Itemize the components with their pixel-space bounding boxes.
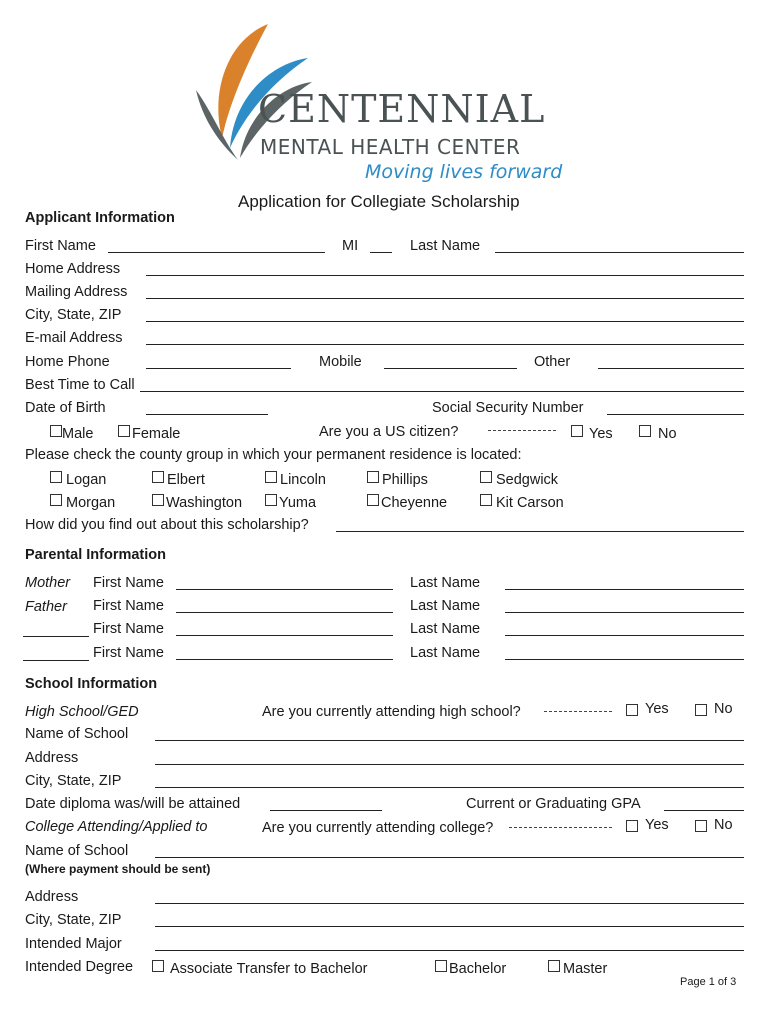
county-kit-carson-label: Kit Carson	[496, 495, 564, 511]
us-citizen-no-checkbox[interactable]	[639, 425, 651, 437]
intended-major-label: Intended Major	[25, 936, 122, 952]
degree-bachelor-checkbox[interactable]	[435, 960, 447, 972]
degree-master-checkbox[interactable]	[548, 960, 560, 972]
county-morgan-label: Morgan	[66, 495, 116, 511]
diploma-field[interactable]	[270, 810, 382, 811]
county-logan-checkbox[interactable]	[50, 471, 62, 483]
attending-hs-yes-checkbox[interactable]	[626, 704, 638, 716]
home-phone-field[interactable]	[146, 368, 291, 369]
guardian-2-first-name-label: First Name	[93, 645, 164, 661]
attending-hs-no-checkbox[interactable]	[695, 704, 707, 716]
county-logan-label: Logan	[66, 472, 107, 488]
guardian-1-last-name-field[interactable]	[505, 635, 744, 636]
guardian-2-last-name-field[interactable]	[505, 659, 744, 660]
county-lincoln-checkbox[interactable]	[265, 471, 277, 483]
hs-city-state-zip-field[interactable]	[155, 787, 744, 788]
gpa-label: Current or Graduating GPA	[466, 796, 641, 812]
us-citizen-no-label: No	[658, 426, 677, 442]
father-last-name-field[interactable]	[505, 612, 744, 613]
mother-label: Mother	[25, 575, 71, 591]
hs-address-field[interactable]	[155, 764, 744, 765]
parental-heading: Parental Information	[25, 547, 166, 563]
county-washington-label: Washington	[166, 495, 243, 511]
college-address-label: Address	[25, 889, 79, 905]
ssn-label: Social Security Number	[432, 400, 584, 416]
attending-college-no-label: No	[714, 817, 733, 833]
guardian-1-first-name-label: First Name	[93, 621, 164, 637]
us-citizen-yes-label: Yes	[589, 426, 613, 442]
mother-last-name-label: Last Name	[410, 575, 481, 591]
county-kit-carson-checkbox[interactable]	[480, 494, 492, 506]
guardian-2-relation-field[interactable]	[23, 660, 89, 661]
county-prompt: Please check the county group in which your permanent residence is located:	[25, 447, 522, 463]
other-field[interactable]	[598, 368, 744, 369]
where-payment-note: (Where payment should be sent)	[25, 862, 211, 876]
intended-major-field[interactable]	[155, 950, 744, 951]
city-state-zip-label: City, State, ZIP	[25, 307, 122, 323]
attending-hs-label: Are you currently attending high school?	[262, 704, 521, 720]
city-state-zip-field[interactable]	[146, 321, 744, 322]
high-school-label: High School/GED	[25, 704, 139, 720]
home-phone-label: Home Phone	[25, 354, 110, 370]
father-label: Father	[25, 599, 67, 615]
county-elbert-label: Elbert	[167, 472, 205, 488]
form-title: Application for Collegiate Scholarship	[238, 192, 520, 211]
attending-college-yes-label: Yes	[645, 817, 669, 833]
mother-first-name-field[interactable]	[176, 589, 393, 590]
home-address-field[interactable]	[146, 275, 744, 276]
mi-field[interactable]	[370, 252, 392, 253]
hs-city-state-zip-label: City, State, ZIP	[25, 773, 122, 789]
home-address-label: Home Address	[25, 261, 121, 277]
mobile-label: Mobile	[319, 354, 362, 370]
county-elbert-checkbox[interactable]	[152, 471, 164, 483]
degree-bachelor-label: Bachelor	[449, 961, 507, 977]
college-address-field[interactable]	[155, 903, 744, 904]
first-name-label: First Name	[25, 238, 96, 254]
county-yuma-label: Yuma	[279, 495, 317, 511]
county-cheyenne-checkbox[interactable]	[367, 494, 379, 506]
guardian-2-first-name-field[interactable]	[176, 659, 393, 660]
degree-associate-checkbox[interactable]	[152, 960, 164, 972]
logo-subtitle: MENTAL HEALTH CENTER	[260, 135, 521, 159]
best-time-field[interactable]	[140, 391, 744, 392]
page-number: Page 1 of 3	[680, 976, 737, 988]
attending-college-label: Are you currently attending college?	[262, 820, 494, 836]
attending-hs-leader	[544, 711, 612, 712]
mi-label: MI	[342, 238, 359, 254]
attending-college-yes-checkbox[interactable]	[626, 820, 638, 832]
county-morgan-checkbox[interactable]	[50, 494, 62, 506]
mother-last-name-field[interactable]	[505, 589, 744, 590]
county-sedgwick-label: Sedgwick	[496, 472, 559, 488]
guardian-2-last-name-label: Last Name	[410, 645, 481, 661]
intended-degree-label: Intended Degree	[25, 959, 134, 975]
mailing-address-field[interactable]	[146, 298, 744, 299]
attending-college-leader	[509, 827, 612, 828]
applicant-heading: Applicant Information	[25, 210, 175, 226]
mailing-address-label: Mailing Address	[25, 284, 128, 300]
father-last-name-label: Last Name	[410, 598, 481, 614]
other-label: Other	[534, 354, 571, 370]
how-found-field[interactable]	[336, 531, 744, 532]
email-field[interactable]	[146, 344, 744, 345]
county-sedgwick-checkbox[interactable]	[480, 471, 492, 483]
last-name-label: Last Name	[410, 238, 481, 254]
county-washington-checkbox[interactable]	[152, 494, 164, 506]
county-lincoln-label: Lincoln	[280, 472, 326, 488]
female-label: Female	[132, 426, 181, 442]
county-phillips-label: Phillips	[382, 472, 428, 488]
hs-name-label: Name of School	[25, 726, 129, 742]
guardian-1-relation-field[interactable]	[23, 636, 89, 637]
ssn-field[interactable]	[607, 414, 744, 415]
guardian-1-last-name-label: Last Name	[410, 621, 481, 637]
dob-field[interactable]	[146, 414, 268, 415]
best-time-label: Best Time to Call	[25, 377, 135, 393]
how-found-label: How did you find out about this scholarship?	[25, 517, 309, 533]
father-first-name-field[interactable]	[176, 612, 393, 613]
attending-college-no-checkbox[interactable]	[695, 820, 707, 832]
mother-first-name-label: First Name	[93, 575, 164, 591]
father-first-name-label: First Name	[93, 598, 164, 614]
school-heading: School Information	[25, 676, 158, 692]
guardian-1-first-name-field[interactable]	[176, 635, 393, 636]
us-citizen-leader	[488, 430, 556, 431]
male-label: Male	[62, 426, 94, 442]
male-checkbox[interactable]	[50, 425, 62, 437]
us-citizen-label: Are you a US citizen?	[319, 424, 459, 440]
last-name-field[interactable]	[495, 252, 744, 253]
us-citizen-yes-checkbox[interactable]	[571, 425, 583, 437]
college-city-state-zip-field[interactable]	[155, 926, 744, 927]
email-label: E-mail Address	[25, 330, 123, 346]
college-city-state-zip-label: City, State, ZIP	[25, 912, 122, 928]
degree-associate-label: Associate Transfer to Bachelor	[170, 961, 368, 977]
college-name-field[interactable]	[155, 857, 744, 858]
mobile-field[interactable]	[384, 368, 517, 369]
hs-address-label: Address	[25, 750, 79, 766]
logo-name: CENTENNIAL	[258, 87, 546, 131]
county-yuma-checkbox[interactable]	[265, 494, 277, 506]
college-label: College Attending/Applied to	[25, 819, 208, 835]
college-name-label: Name of School	[25, 843, 129, 859]
county-cheyenne-label: Cheyenne	[381, 495, 448, 511]
female-checkbox[interactable]	[118, 425, 130, 437]
county-phillips-checkbox[interactable]	[367, 471, 379, 483]
logo-tagline: Moving lives forward	[365, 161, 563, 183]
first-name-field[interactable]	[108, 252, 325, 253]
hs-name-field[interactable]	[155, 740, 744, 741]
degree-master-label: Master	[563, 961, 608, 977]
gpa-field[interactable]	[664, 810, 744, 811]
attending-hs-yes-label: Yes	[645, 701, 669, 717]
dob-label: Date of Birth	[25, 400, 106, 416]
attending-hs-no-label: No	[714, 701, 733, 717]
diploma-label: Date diploma was/will be attained	[25, 796, 241, 812]
